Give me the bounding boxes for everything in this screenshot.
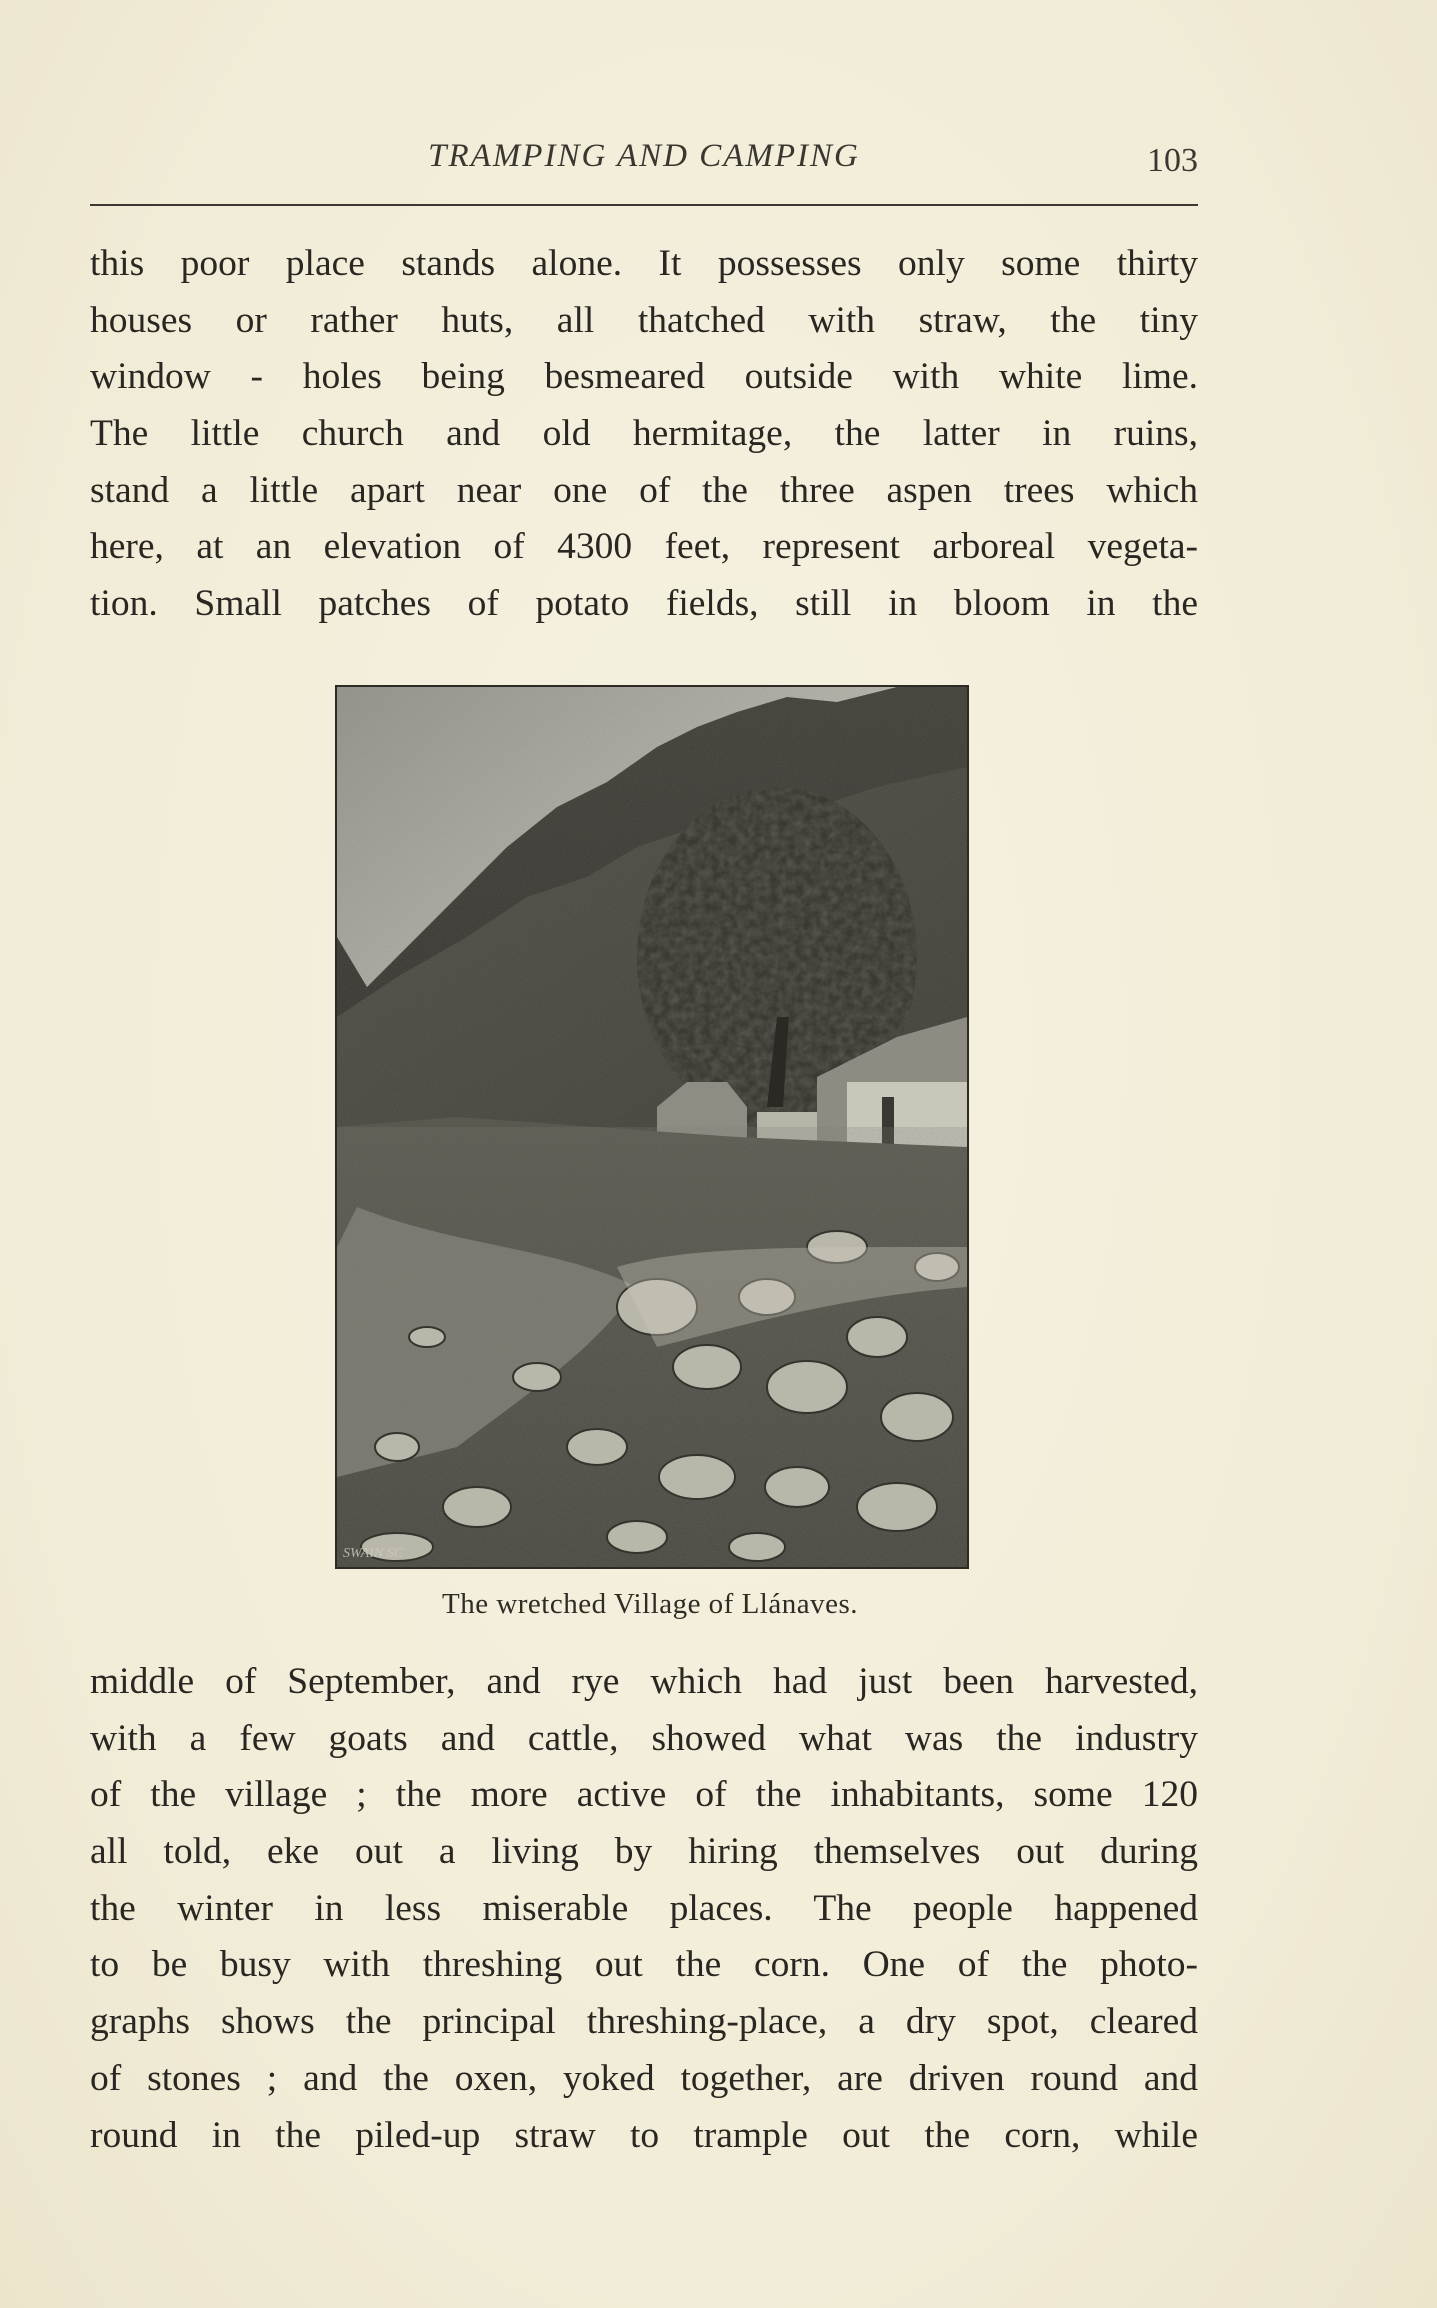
- paragraph-top: [90, 236, 1198, 633]
- text-line: The little church and old hermitage, the latter in ruins,: [90, 413, 1198, 455]
- figure-caption: The wretched Village of Llánaves.: [441, 1588, 859, 1620]
- running-head: TRAMPING AND CAMPING: [428, 138, 860, 174]
- text-line: to be busy with threshing out the corn. One of the photo-: [90, 1944, 1198, 1986]
- text-line: houses or rather huts, all thatched with straw, the tiny: [90, 299, 1198, 341]
- paragraph-bottom: [90, 1654, 1198, 2164]
- text-line: with a few goats and cattle, showed what was the industry: [90, 1717, 1198, 1759]
- village-photograph: [335, 685, 969, 1569]
- text-line: stand a little apart near one of the three aspen trees which: [90, 469, 1198, 511]
- text-line: all told, eke out a living by hiring themselves out during: [90, 1831, 1198, 1873]
- text-line: window - holes being besmeared outside with white lime.: [90, 356, 1198, 398]
- text-line: the winter in less miserable places. The people happened: [90, 1887, 1198, 1929]
- text-line: round in the piled-up straw to trample out the corn, while: [90, 2114, 1198, 2156]
- text-line: of stones ; and the oxen, yoked together, are driven round and: [90, 2057, 1198, 2099]
- page-header: [90, 128, 1198, 188]
- page-number: 103: [1147, 142, 1198, 179]
- text-line: graphs shows the principal threshing-place, a dry spot, cleared: [90, 2001, 1198, 2043]
- text-line: middle of September, and rye which had just been harvested,: [90, 1661, 1198, 1702]
- engraver-mark: SWAIN SC: [343, 1546, 404, 1561]
- text-line: this poor place stands alone. It possesses only some thirty: [90, 243, 1198, 284]
- text-line: tion. Small patches of potato fields, still in bloom in the: [90, 583, 1198, 625]
- text-line: of the village ; the more active of the inhabitants, some 120: [90, 1774, 1198, 1816]
- header-rule: [90, 204, 1198, 206]
- text-line: here, at an elevation of 4300 feet, represent arboreal vegeta-: [90, 526, 1198, 568]
